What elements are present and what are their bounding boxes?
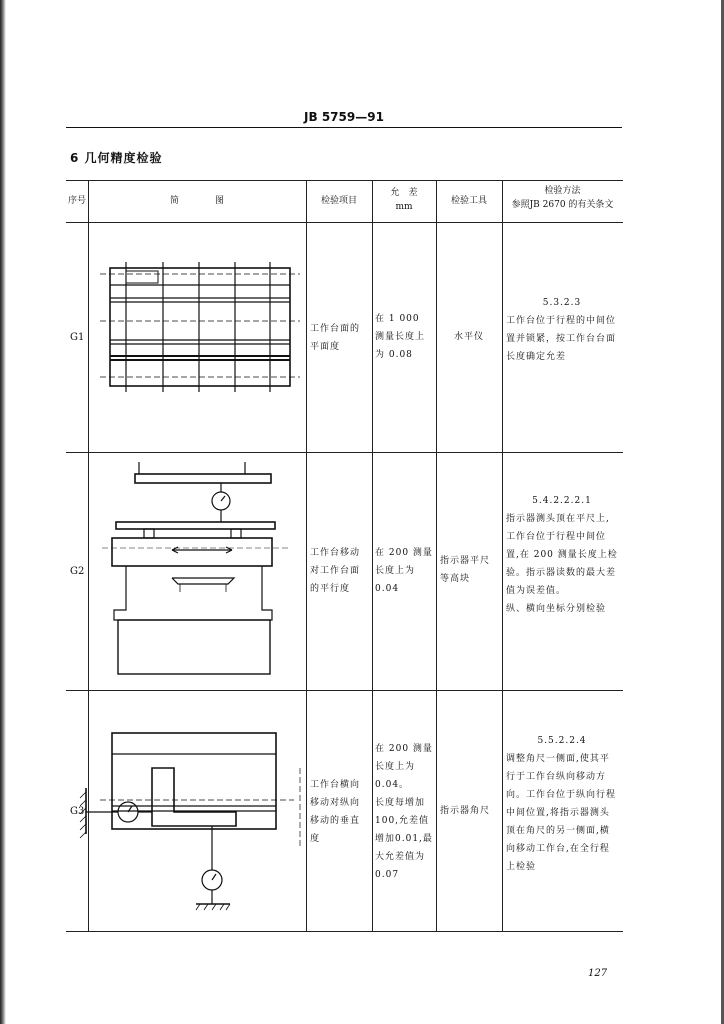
page-number: 127 [588,968,608,979]
g2-parallelism-diagram [102,462,288,674]
col-header-diagram: 简 图 [169,196,224,206]
g2-method-clause: 5.4.2.2.2.1 [532,496,592,506]
col-header-item: 检验项目 [320,196,357,206]
g1-tolerance: 在 1 000 测量长度上为 0.08 [375,314,426,360]
g3-tolerance-extra: 长度每增加100,允差值增加0.01,最大允差值为 0.07 [375,798,433,880]
g3-square-ruler [152,768,236,826]
doc-header: JB 5759—91 [304,110,384,124]
section-title: 6 几何精度检验 [70,151,163,165]
g3-indicator-dial-left-icon [118,802,138,822]
tolerance-label: 允 差 [390,188,418,198]
g3-tool: 指示器角尺 [440,806,491,816]
g1-tool: 水平仪 [453,332,484,342]
g2-method-extra: 纵、横向坐标分别检验 [506,604,607,614]
col-header-tool: 检验工具 [450,196,487,206]
g1-method-text: 工作台位于行程的中间位置并锁紧，按工作台台面长度确定允差 [506,316,617,362]
row-number-g2: G2 [70,566,85,577]
g3-method-text: 调整角尺一侧面,使其平行于工作台纵向移动方向。工作台位于纵向行程中间位置,将指示器测头顶在角尺的另一侧面,横向移动工作台,在全行程上检验 [506,754,617,872]
row-number-g1: G1 [70,332,85,343]
g2-tolerance: 在 200 测量长度上为 0.04 [375,548,433,594]
g1-item: 工作台面的平面度 [310,324,361,352]
g2-tool: 指示器平尺等高块 [440,556,491,584]
tolerance-unit: mm [395,202,413,212]
g1-worktable-diagram [100,262,300,392]
col-header-no: 序号 [67,196,86,206]
g2-method-text: 指示器测头顶在平尺上,工作台位于行程中间位置,在 200 测量长度上检验。指示器读数的最大差值为误差值。 [506,514,618,596]
g3-perpendicularity-diagram [80,733,300,910]
g1-method-clause: 5.3.2.3 [542,298,582,308]
row-number-g3: G3 [70,806,85,817]
g3-method-clause: 5.5.2.2.4 [537,736,587,746]
g2-item: 工作台移动对工作台面的平行度 [310,548,361,594]
method-title: 检验方法 [544,186,581,196]
g3-tolerance-text: 在 200 测量长度上为 0.04。 [375,744,433,790]
method-reference: 参照JB 2670 的有关条文 [511,200,614,210]
g3-item: 工作台横向移动对纵向移动的垂直度 [310,780,361,844]
